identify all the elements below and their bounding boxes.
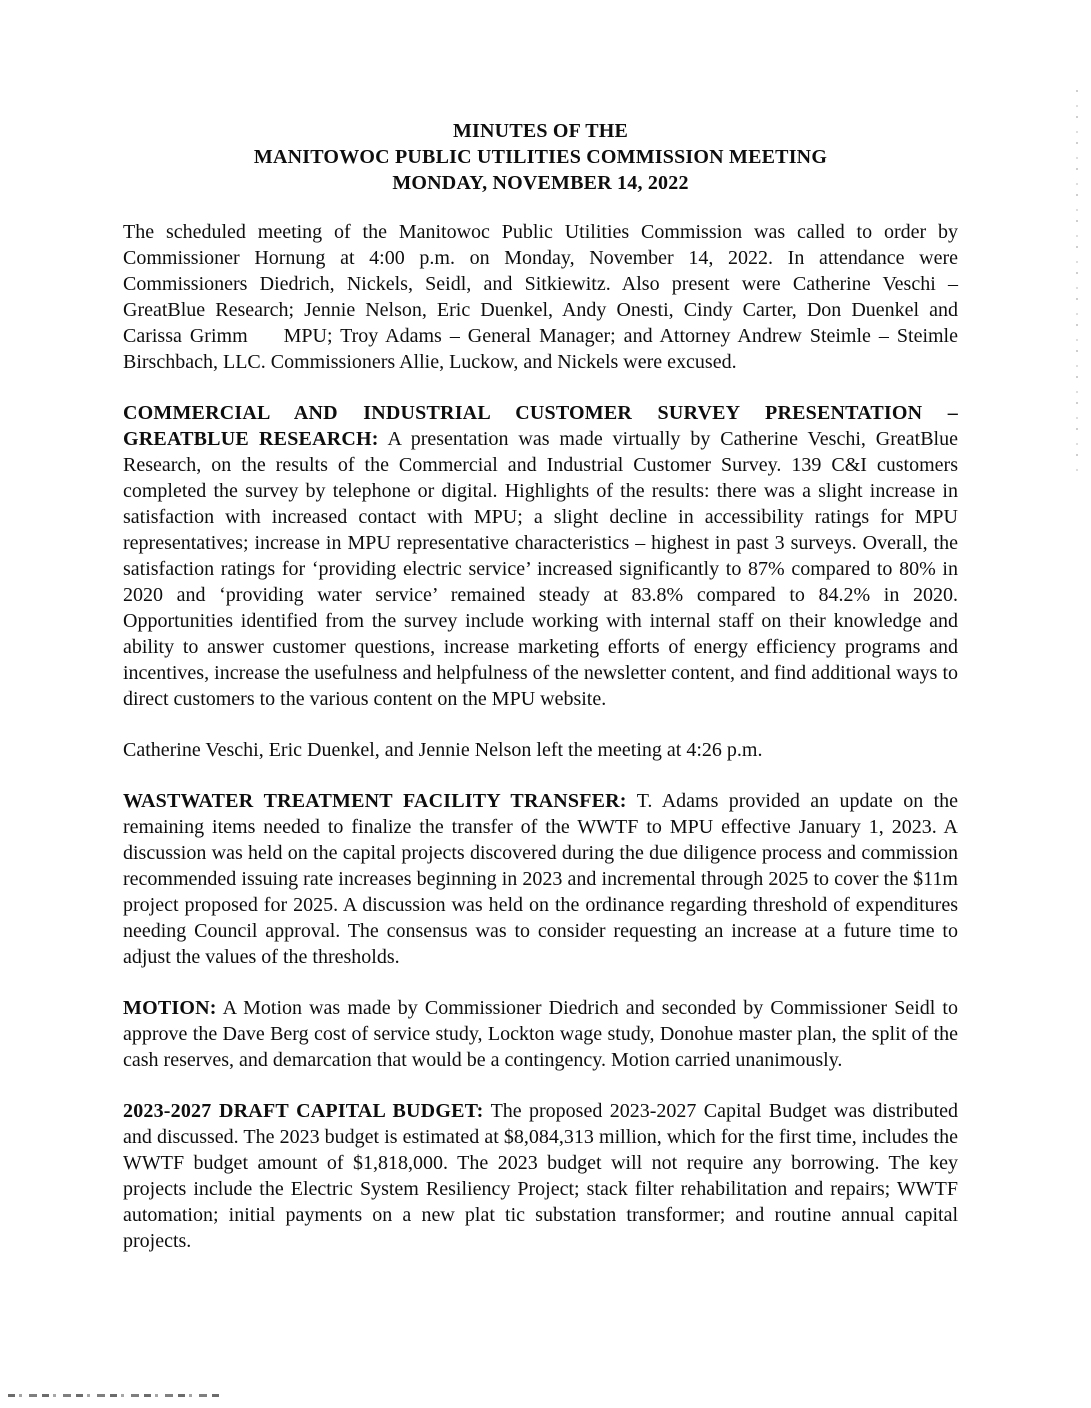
- paragraph-capital-budget-text: The proposed 2023-2027 Capital Budget was distributed and discussed. The 2023 budget is estimated at $8,084,313 million, which for the first time, includes the WWTF budget amount of $1,818,000. The 2023 budget will not require any borrowing. The key projects include the Electric System Resiliency Project; stack filter rehabilitation and repairs; WWTF automation; initial payments on a new plat tic substation transformer; and routine annual capital projects.: [123, 1100, 959, 1252]
- paragraph-call-to-order: [123, 219, 958, 375]
- paragraph-departures-text: Catherine Veschi, Eric Duenkel, and Jennie Nelson left the meeting at 4:26 p.m.: [123, 739, 763, 761]
- document-title: [123, 118, 958, 196]
- document-body: [123, 219, 958, 1254]
- paragraph-wwtf-transfer: [123, 788, 958, 970]
- paragraph-capital-budget: [123, 1098, 958, 1254]
- section-heading-motion: MOTION:: [123, 997, 217, 1019]
- section-heading-customer-survey: COMMERCIAL AND INDUSTRIAL CUSTOMER SURVEY PRESENTATION – GREATBLUE RESEARCH:: [123, 402, 958, 450]
- scan-artifact-right-margin: [1076, 90, 1078, 475]
- paragraph-motion-text: A Motion was made by Commissioner Diedrich and seconded by Commissioner Seidl to approve the Dave Berg cost of service study, Lockton wage study, Donohue master plan, the split of the cash reserves, and demarcation that would be a contingency. Motion carried unanimously.: [123, 997, 958, 1071]
- paragraph-call-to-order-text: The scheduled meeting of the Manitowoc Public Utilities Commission was called to order by Commissioner Hornung at 4:00 p.m. on Monday, November 14, 2022. In attendance were Commissioners Diedrich, Nickels, Seidl, and Sitkiewitz. Also present were Catherine Veschi – GreatBlue Research; Jennie Nelson, Eric Duenkel, Andy Onesti, Cindy Carter, Don Duenkel and Carissa Grimm MPU; Troy Adams – General Manager; and Attorney Andrew Steimle – Steimle Birschbach, LLC. Commissioners Allie, Luckow, and Nickels were excused.: [123, 221, 958, 373]
- paragraph-wwtf-transfer-text: T. Adams provided an update on the remaining items needed to finalize the transfer of the WWTF to MPU effective January 1, 2023. A discussion was held on the capital projects discovered during the due diligence process and commission recommended issuing rate increases beginning in 2023 and incremental through 2025 to cover the $11m project proposed for 2025. A discussion was held on the ordinance regarding threshold of expenditures needing Council approval. The consensus was to consider requesting an increase at a future time to adjust the values of the thresholds.: [123, 790, 959, 968]
- paragraph-customer-survey: [123, 400, 958, 712]
- title-line-date: MONDAY, NOVEMBER 14, 2022: [392, 172, 689, 194]
- section-heading-wwtf-transfer: WASTWATER TREATMENT FACILITY TRANSFER:: [123, 790, 627, 812]
- section-heading-capital-budget: 2023-2027 DRAFT CAPITAL BUDGET:: [123, 1100, 484, 1122]
- scan-artifact-footer: [8, 1394, 220, 1397]
- title-line-minutes: MINUTES OF THE: [452, 120, 629, 142]
- paragraph-customer-survey-text: A presentation was made virtually by Catherine Veschi, GreatBlue Research, on the results of the Commercial and Industrial Customer Survey. 139 C&I customers completed the survey by telephone or digital. Highlights of the results: there was a slight increase in satisfaction with increased contact with MPU; a slight decline in accessibility ratings for MPU representatives; increase in MPU representative characteristics – highest in past 3 surveys. Overall, the satisfaction ratings for ‘providing electric service’ increased significantly to 87% compared to 80% in 2020 and ‘providing water service’ remained steady at 83.8% compared to 84.2% in 2020. Opportunities identified from the survey include working with internal staff on their knowledge and ability to answer customer questions, increase marketing efforts of energy efficiency programs and incentives, increase the usefulness and helpfulness of the newsletter content, and find additional ways to direct customers to the various content on the MPU website.: [123, 428, 958, 710]
- title-line-commission: MANITOWOC PUBLIC UTILITIES COMMISSION MEETING: [253, 146, 828, 168]
- paragraph-motion: [123, 995, 958, 1073]
- paragraph-departures: [123, 737, 958, 763]
